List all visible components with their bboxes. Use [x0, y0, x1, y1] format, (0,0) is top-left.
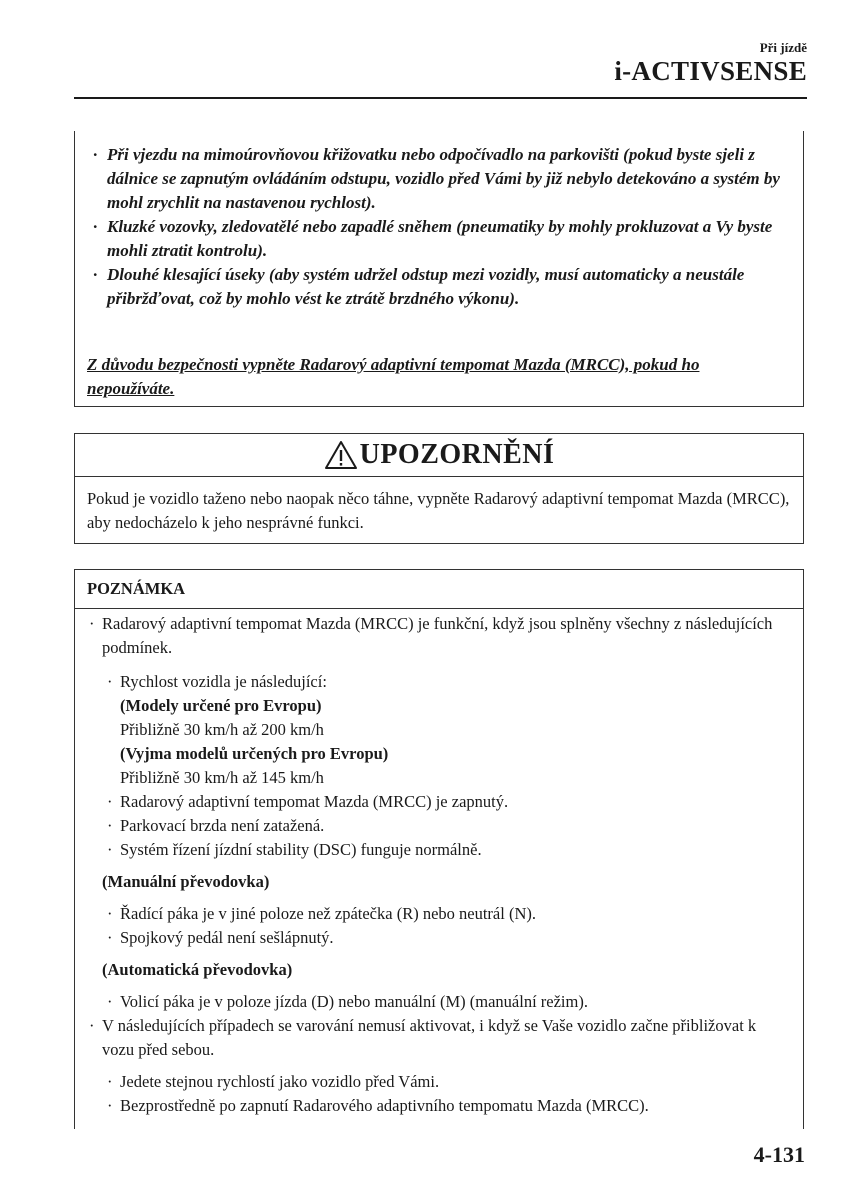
list-item: · Volicí páka je v poloze jízda (D) nebo manuální (M) (manuální režim). — [107, 992, 588, 1011]
list-item: · Parkovací brzda není zatažená. — [107, 816, 325, 835]
caution-title: UPOZORNĚNÍ — [359, 439, 555, 470]
manual-transmission-heading: (Manuální převodovka) — [102, 872, 270, 891]
caution-text: Pokud je vozidlo taženo nebo naopak něco táhne, vypněte Radarový adaptivní tempomat Mazda (MRCC), aby nedocházelo k jeho nesprávné funkci. — [87, 489, 790, 532]
list-item: · Jedete stejnou rychlostí jako vozidlo před Vámi. — [107, 1072, 440, 1091]
list-item: · Při vjezdu na mimoúrovňovou křižovatku nebo odpočívadlo na parkovišti (pokud byste sjeli z dálnice se zapnutým ovládáním odstupu, vozidlo před Vámi by již nebylo detekováno a systém by mohl zrychlit na nastavenou rychlost). — [93, 145, 780, 212]
eu-models-heading: (Modely určené pro Evropu) — [120, 696, 322, 715]
list-item: · Spojkový pedál není sešlápnutý. — [107, 928, 334, 947]
automatic-transmission-heading: (Automatická převodovka) — [102, 960, 293, 979]
list-item: · Kluzké vozovky, zledovatělé nebo zapadlé sněhem (pneumatiky by mohly prokluzovat a Vy byste mohli ztratit kontrolu). — [93, 217, 773, 260]
caution-header — [75, 434, 803, 477]
note-box — [74, 569, 804, 1129]
eu-speed-range: Přibližně 30 km/h až 200 km/h — [120, 720, 324, 739]
note-content — [87, 612, 792, 1118]
page-number: 4-131 — [753, 1142, 805, 1167]
list-item: · Řadící páka je v jiné poloze než zpátečka (R) nebo neutrál (N). — [107, 904, 536, 923]
non-eu-models-heading: (Vyjma modelů určených pro Evropu) — [120, 744, 389, 763]
list-item: · Rychlost vozidla je následující: — [107, 672, 327, 691]
page-title: i-ACTIVSENSE — [614, 56, 807, 86]
note-header — [75, 570, 803, 609]
list-item: · Radarový adaptivní tempomat Mazda (MRCC) je funkční, když jsou splněny všechny z následujících podmínek. — [89, 614, 773, 657]
list-item: · Dlouhé klesající úseky (aby systém udržel odstup mezi vozidly, musí automaticky a neustále přibržďovat, což by mohlo vést ke ztrátě brzdného výkonu). — [93, 265, 745, 308]
list-item: · Radarový adaptivní tempomat Mazda (MRCC) je zapnutý. — [107, 792, 509, 811]
note-title: POZNÁMKA — [87, 579, 186, 598]
header-rule — [74, 97, 807, 99]
section-label: Při jízdě — [759, 40, 807, 55]
warning-list — [91, 143, 781, 311]
safety-note: Z důvodu bezpečnosti vypněte Radarový adaptivní tempomat Mazda (MRCC), pokud ho nepoužíváte. — [87, 355, 700, 398]
list-item: · Bezprostředně po zapnutí Radarového adaptivního tempomatu Mazda (MRCC). — [107, 1096, 649, 1115]
warning-box-continuation — [74, 131, 804, 407]
non-eu-speed-range: Přibližně 30 km/h až 145 km/h — [120, 768, 324, 787]
list-item: · V následujících případech se varování nemusí aktivovat, i když se Vaše vozidlo začne přibližovat k vozu před sebou. — [89, 1016, 757, 1059]
warning-triangle-icon — [324, 440, 358, 470]
list-item: · Systém řízení jízdní stability (DSC) funguje normálně. — [107, 840, 482, 859]
caution-box — [74, 433, 804, 544]
